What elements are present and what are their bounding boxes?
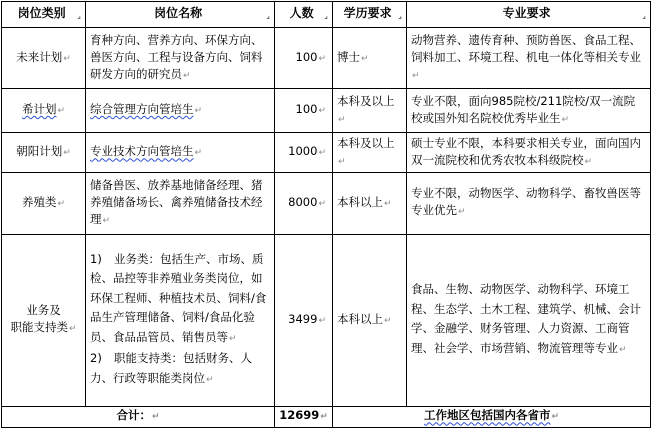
cell-count: 3499↵	[275, 234, 333, 406]
paragraph-mark-icon: ↵	[68, 324, 77, 335]
sort-corner-icon: ⌟	[266, 11, 270, 21]
table-row	[2, 133, 651, 173]
cell-position: 储备兽医、放养基地储备经理、猪养殖储备场长、禽养殖储备技术经理↵	[86, 173, 275, 234]
paragraph-mark-icon: ↵	[619, 344, 627, 355]
cell-category: 希计划↵	[2, 89, 86, 133]
total-label: 合计：↵	[2, 406, 275, 427]
cell-count: 1000↵	[275, 133, 333, 173]
paragraph-mark-icon: ↵	[318, 198, 326, 209]
cell-education: 本科及以上↵	[333, 89, 407, 133]
sort-corner-icon: ⌟	[324, 11, 328, 21]
paragraph-mark-icon: ↵	[584, 156, 593, 167]
total-count: 12699↵	[275, 406, 333, 427]
cell-major: 食品、生物、动物医学、动物科学、环境工程、生态学、土木工程、建筑学、机械、会计学、金融学、财务管理、人力资源、工商管理、社会学、市场营销、物流管理等专业↵	[407, 234, 651, 406]
paragraph-mark-icon: ↵	[63, 53, 71, 64]
cell-major: 硕士专业不限，本科要求相关专业，面向国内双一流院校和优秀农牧本科级院校↵	[407, 133, 651, 173]
table-row	[2, 234, 651, 406]
cell-count: 100↵	[275, 28, 333, 89]
paragraph-mark-icon: ↵	[361, 53, 369, 64]
paragraph-mark-icon: ↵	[206, 374, 214, 385]
header-major: 专业要求 ⌟	[407, 2, 651, 28]
cell-major: 专业不限，面向985院校/211院校/双一流院校或国外知名院校优秀毕业生↵	[407, 89, 651, 133]
sort-corner-icon: ⌟	[642, 11, 646, 21]
paragraph-mark-icon: ↵	[384, 315, 392, 326]
paragraph-mark-icon: ↵	[318, 315, 326, 326]
header-position: 岗位名称 ⌟	[86, 2, 275, 28]
header-count: 人数 ⌟	[275, 2, 333, 28]
paragraph-mark-icon: ↵	[318, 53, 326, 64]
position-list-item: 2) 职能支持类：包括财务、人力、行政等职能类岗位↵	[90, 351, 252, 385]
paragraph-mark-icon: ↵	[57, 106, 66, 117]
cell-education: 本科及以上↵	[333, 133, 407, 173]
header-education: 学历要求 ⌟	[333, 2, 407, 28]
cell-category: 养殖类↵	[2, 173, 86, 234]
paragraph-mark-icon: ↵	[318, 106, 326, 117]
paragraph-mark-icon: ↵	[194, 148, 203, 159]
paragraph-mark-icon: ↵	[320, 412, 328, 423]
cell-count: 8000↵	[275, 173, 333, 234]
cell-category: 未来计划↵	[2, 28, 86, 89]
paragraph-mark-icon: ↵	[229, 333, 237, 344]
cell-position: 专业技术方向管培生↵	[86, 133, 275, 173]
table-row	[2, 173, 651, 234]
paragraph-mark-icon: ↵	[338, 156, 346, 167]
cell-education: 博士↵	[333, 28, 407, 89]
cell-education: 本科以上↵	[333, 234, 407, 406]
paragraph-mark-icon: ↵	[338, 114, 346, 125]
paragraph-mark-icon: ↵	[412, 70, 420, 81]
cell-major: 专业不限，动物医学、动物科学、畜牧兽医等专业优先↵	[407, 173, 651, 234]
paragraph-mark-icon: ↵	[102, 215, 111, 226]
cell-major: 动物营养、遗传育种、预防兽医、食品工程、饲料加工、环境工程、机电一体化等相关专业↵	[407, 28, 651, 89]
cell-position: 综合管理方向管培生↵	[86, 89, 275, 133]
table-row	[2, 89, 651, 133]
paragraph-mark-icon: ↵	[151, 412, 160, 423]
header-row	[2, 2, 651, 28]
recruitment-table	[1, 1, 651, 428]
position-list-item: 1) 业务类：包括生产、市场、质检、品控等非养殖业务类岗位，如环保工程师、种植技术员、饲料/食品生产管理储备、饲料/食品化验员、食品品管员、销售员等↵	[90, 251, 267, 344]
paragraph-mark-icon: ↵	[561, 114, 570, 125]
paragraph-mark-icon: ↵	[551, 412, 560, 423]
table-row	[2, 28, 651, 89]
paragraph-mark-icon: ↵	[63, 148, 71, 159]
sort-corner-icon: ⌟	[398, 11, 402, 21]
paragraph-mark-icon: ↵	[318, 148, 326, 159]
sort-corner-icon: ⌟	[77, 11, 81, 21]
paragraph-mark-icon: ↵	[458, 207, 466, 218]
work-area-note: 工作地区包括国内各省市↵	[333, 406, 651, 427]
cell-position	[86, 234, 275, 406]
cell-count: 100↵	[275, 89, 333, 133]
paragraph-mark-icon: ↵	[57, 198, 66, 209]
cell-position: 育种方向、营养方向、环保方向、兽医方向、工程与设备方向、饲料研发方向的研究员↵	[86, 28, 275, 89]
paragraph-mark-icon: ↵	[194, 106, 203, 117]
cell-category: 朝阳计划↵	[2, 133, 86, 173]
paragraph-mark-icon: ↵	[183, 70, 191, 81]
footer-row	[2, 406, 651, 427]
cell-category: 业务及 职能支持类↵	[2, 234, 86, 406]
cell-education: 本科以上↵	[333, 173, 407, 234]
header-category: 岗位类别 ⌟	[2, 2, 86, 28]
paragraph-mark-icon: ↵	[384, 198, 392, 209]
